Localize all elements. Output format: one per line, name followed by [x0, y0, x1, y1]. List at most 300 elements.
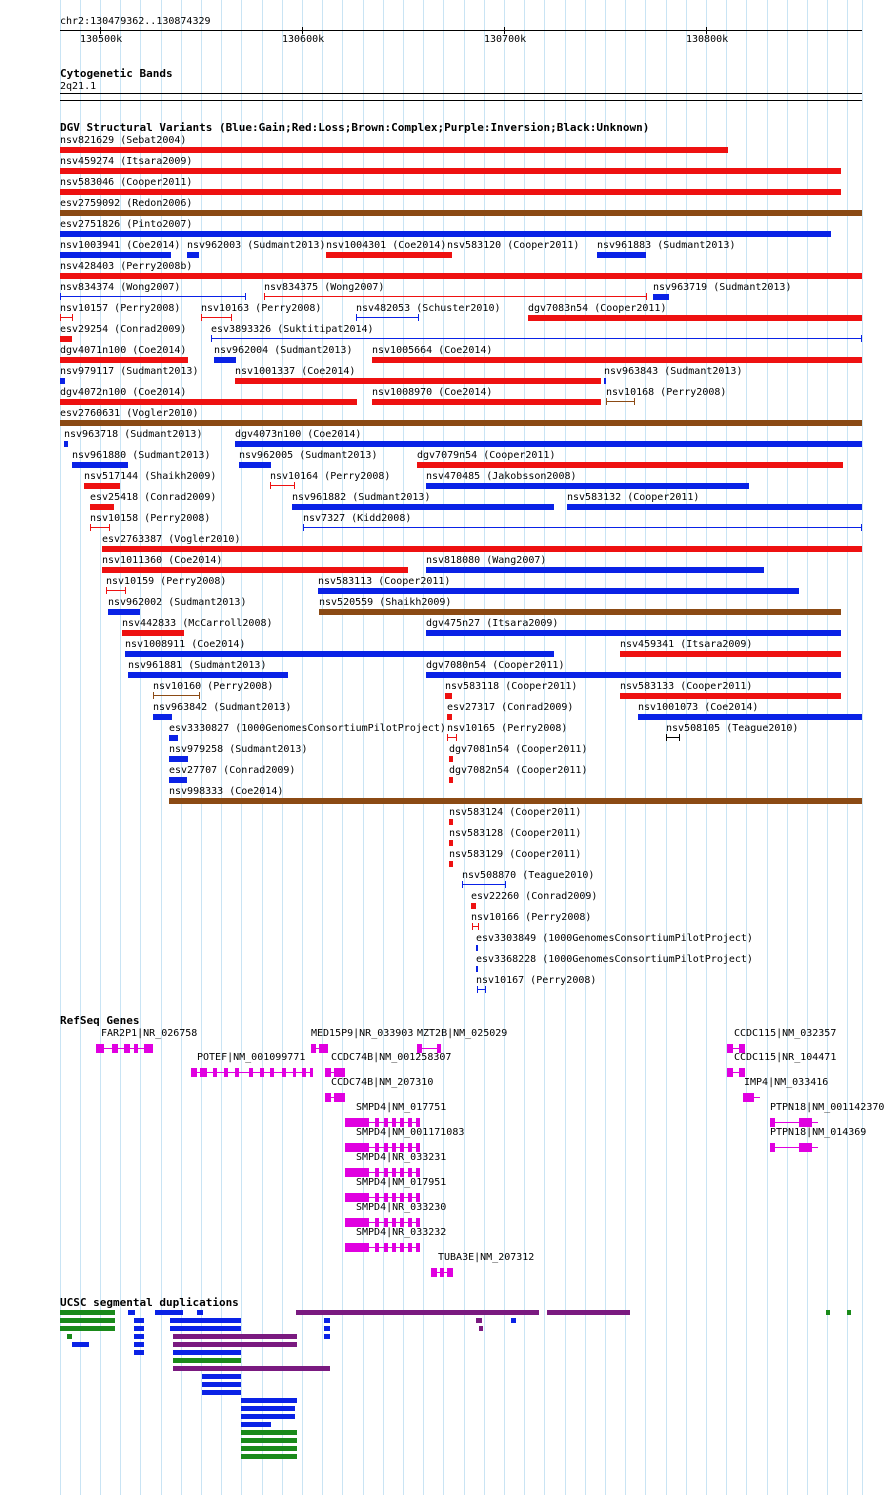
dgv-variant-bar[interactable] [372, 357, 862, 363]
dgv-variant-end [606, 398, 607, 405]
refseq-gene-exon[interactable] [124, 1044, 130, 1053]
dgv-variant-label[interactable]: nsv961882 (Sudmant2013) [292, 492, 431, 503]
dgv-variant-label[interactable]: nsv963843 (Sudmant2013) [604, 366, 743, 377]
dgv-variant-label[interactable]: nsv459274 (Itsara2009) [60, 156, 193, 167]
dgv-variant-label[interactable]: nsv963718 (Sudmant2013) [64, 429, 203, 440]
refseq-gene-exon[interactable] [356, 1243, 369, 1252]
refseq-gene-exon[interactable] [392, 1118, 396, 1127]
dgv-variant-bar[interactable] [60, 336, 72, 342]
segdup-item[interactable] [134, 1318, 144, 1323]
segdup-item[interactable] [170, 1318, 241, 1323]
refseq-gene-exon[interactable] [112, 1044, 118, 1053]
dgv-variant-label[interactable]: dgv475n27 (Itsara2009) [426, 618, 559, 629]
refseq-gene-exon[interactable] [345, 1193, 356, 1202]
dgv-variant-label[interactable]: nsv1005664 (Coe2014) [372, 345, 493, 356]
segdup-item[interactable] [128, 1310, 135, 1315]
dgv-variant-label[interactable]: nsv10164 (Perry2008) [270, 471, 391, 482]
segdup-item[interactable] [67, 1334, 72, 1339]
dgv-variant-bar[interactable] [169, 756, 188, 762]
segdup-item[interactable] [134, 1334, 144, 1339]
refseq-gene-exon[interactable] [392, 1143, 396, 1152]
dgv-variant-label[interactable]: esv29254 (Conrad2009) [60, 324, 187, 335]
dgv-variant-label[interactable]: esv3330827 (1000GenomesConsortiumPilotProject) [169, 723, 446, 734]
dgv-variant-bar[interactable] [122, 630, 184, 636]
refseq-gene-exon[interactable] [302, 1068, 306, 1077]
refseq-gene-exon[interactable] [375, 1118, 379, 1127]
refseq-gene-exon[interactable] [319, 1044, 328, 1053]
refseq-gene-exon[interactable] [235, 1068, 239, 1077]
refseq-gene-exon[interactable] [134, 1044, 138, 1053]
dgv-variant-label[interactable]: nsv961881 (Sudmant2013) [128, 660, 267, 671]
dgv-variant-label[interactable]: esv27707 (Conrad2009) [169, 765, 296, 776]
refseq-track-title[interactable]: RefSeq Genes [60, 1014, 140, 1027]
dgv-variant-bar[interactable] [108, 609, 140, 615]
segdup-item[interactable] [202, 1382, 241, 1387]
refseq-gene-exon[interactable] [375, 1193, 379, 1202]
refseq-gene-exon[interactable] [191, 1068, 197, 1077]
dgv-variant-label[interactable]: nsv583124 (Cooper2011) [449, 807, 582, 818]
dgv-variant-label[interactable]: dgv7083n54 (Cooper2011) [528, 303, 667, 314]
dgv-variant-bar[interactable] [214, 357, 236, 363]
refseq-gene-label[interactable]: PTPN18|NM_014369 [770, 1127, 867, 1138]
dgv-variant-bar[interactable] [84, 483, 120, 489]
dgv-variant-bar[interactable] [153, 695, 200, 696]
refseq-gene-exon[interactable] [799, 1118, 812, 1127]
refseq-gene-label[interactable]: TUBA3E|NM_207312 [438, 1252, 535, 1263]
dgv-variant-bar[interactable] [666, 737, 680, 738]
refseq-gene-exon[interactable] [727, 1068, 733, 1077]
refseq-gene-label[interactable]: SMPD4|NR_033231 [356, 1152, 447, 1163]
segdup-item[interactable] [173, 1366, 330, 1371]
segdup-track-title[interactable]: UCSC segmental duplications [60, 1296, 239, 1309]
refseq-gene-exon[interactable] [408, 1193, 412, 1202]
dgv-variant-bar[interactable] [90, 527, 110, 528]
refseq-gene-exon[interactable] [356, 1143, 369, 1152]
segdup-item[interactable] [170, 1326, 241, 1331]
dgv-track-title[interactable]: DGV Structural Variants (Blue:Gain;Red:Loss;Brown:Complex;Purple:Inversion;Black:Unknown) [60, 121, 650, 134]
refseq-gene-exon[interactable] [770, 1143, 775, 1152]
refseq-gene-exon[interactable] [356, 1118, 369, 1127]
refseq-gene-exon[interactable] [345, 1168, 356, 1177]
dgv-variant-bar[interactable] [445, 693, 452, 699]
dgv-variant-label[interactable]: dgv7082n54 (Cooper2011) [449, 765, 588, 776]
dgv-variant-label[interactable]: esv2759092 (Redon2006) [60, 198, 193, 209]
dgv-variant-bar[interactable] [449, 861, 453, 867]
dgv-variant-label[interactable]: nsv10167 (Perry2008) [476, 975, 597, 986]
dgv-variant-label[interactable]: nsv10158 (Perry2008) [90, 513, 211, 524]
dgv-variant-label[interactable]: dgv7080n54 (Cooper2011) [426, 660, 565, 671]
dgv-variant-bar[interactable] [102, 567, 408, 573]
dgv-variant-bar[interactable] [64, 441, 68, 447]
refseq-gene-label[interactable]: SMPD4|NM_001171083 [356, 1127, 465, 1138]
dgv-variant-bar[interactable] [620, 693, 841, 699]
refseq-gene-label[interactable]: SMPD4|NM_017751 [356, 1102, 447, 1113]
refseq-gene-exon[interactable] [375, 1143, 379, 1152]
dgv-variant-label[interactable]: nsv442833 (McCarroll2008) [122, 618, 273, 629]
dgv-variant-label[interactable]: nsv961880 (Sudmant2013) [72, 450, 211, 461]
dgv-variant-label[interactable]: nsv583046 (Cooper2011) [60, 177, 193, 188]
segdup-item[interactable] [847, 1310, 851, 1315]
dgv-variant-label[interactable]: nsv834375 (Wong2007) [264, 282, 385, 293]
dgv-variant-bar[interactable] [326, 252, 447, 258]
refseq-gene-exon[interactable] [375, 1243, 379, 1252]
refseq-gene-exon[interactable] [416, 1243, 420, 1252]
refseq-gene-exon[interactable] [356, 1218, 369, 1227]
dgv-variant-bar[interactable] [372, 399, 601, 405]
refseq-gene-exon[interactable] [739, 1068, 745, 1077]
refseq-gene-exon[interactable] [400, 1143, 404, 1152]
dgv-variant-label[interactable]: nsv979117 (Sudmant2013) [60, 366, 199, 377]
refseq-gene-exon[interactable] [408, 1218, 412, 1227]
dgv-variant-bar[interactable] [292, 504, 554, 510]
segdup-item[interactable] [134, 1326, 144, 1331]
refseq-gene-exon[interactable] [447, 1268, 453, 1277]
refseq-gene-label[interactable]: CCDC74B|NM_001258307 [331, 1052, 452, 1063]
dgv-variant-bar[interactable] [604, 378, 606, 384]
refseq-gene-label[interactable]: CCDC115|NR_104471 [734, 1052, 837, 1063]
dgv-variant-bar[interactable] [476, 966, 478, 972]
refseq-gene-exon[interactable] [400, 1218, 404, 1227]
dgv-variant-bar[interactable] [417, 462, 843, 468]
dgv-variant-bar[interactable] [239, 462, 271, 468]
dgv-variant-label[interactable]: nsv1003941 (Coe2014) [60, 240, 181, 251]
refseq-gene-exon[interactable] [743, 1093, 754, 1102]
segdup-item[interactable] [511, 1318, 516, 1323]
dgv-variant-label[interactable]: esv2760631 (Vogler2010) [60, 408, 199, 419]
refseq-gene-exon[interactable] [408, 1118, 412, 1127]
dgv-variant-bar[interactable] [201, 317, 232, 318]
segdup-item[interactable] [134, 1350, 144, 1355]
dgv-variant-bar[interactable] [426, 630, 841, 636]
dgv-variant-label[interactable]: esv25418 (Conrad2009) [90, 492, 217, 503]
dgv-variant-bar[interactable] [318, 588, 799, 594]
refseq-gene-exon[interactable] [392, 1193, 396, 1202]
refseq-gene-exon[interactable] [310, 1068, 313, 1077]
dgv-variant-bar[interactable] [235, 441, 862, 447]
dgv-variant-bar[interactable] [567, 504, 862, 510]
segdup-item[interactable] [173, 1358, 241, 1363]
refseq-gene-exon[interactable] [440, 1268, 444, 1277]
dgv-variant-bar[interactable] [447, 252, 452, 258]
dgv-variant-label[interactable]: nsv10163 (Perry2008) [201, 303, 322, 314]
segdup-item[interactable] [202, 1390, 241, 1395]
refseq-gene-exon[interactable] [384, 1193, 388, 1202]
dgv-variant-label[interactable]: esv2751826 (Pinto2007) [60, 219, 193, 230]
segdup-item[interactable] [826, 1310, 830, 1315]
segdup-item[interactable] [173, 1350, 241, 1355]
dgv-variant-label[interactable]: nsv470485 (Jakobsson2008) [426, 471, 577, 482]
refseq-gene-exon[interactable] [293, 1068, 296, 1077]
dgv-variant-label[interactable]: nsv1001073 (Coe2014) [638, 702, 759, 713]
dgv-variant-label[interactable]: dgv7079n54 (Cooper2011) [417, 450, 556, 461]
dgv-variant-bar[interactable] [60, 252, 171, 258]
refseq-gene-exon[interactable] [375, 1168, 379, 1177]
segdup-item[interactable] [241, 1398, 297, 1403]
refseq-gene-exon[interactable] [400, 1193, 404, 1202]
refseq-gene-exon[interactable] [200, 1068, 207, 1077]
dgv-variant-label[interactable]: nsv10168 (Perry2008) [606, 387, 727, 398]
dgv-variant-bar[interactable] [128, 672, 288, 678]
refseq-gene-exon[interactable] [356, 1168, 369, 1177]
refseq-gene-exon[interactable] [392, 1168, 396, 1177]
segdup-item[interactable] [241, 1414, 295, 1419]
refseq-gene-exon[interactable] [400, 1243, 404, 1252]
dgv-variant-label[interactable]: nsv1008970 (Coe2014) [372, 387, 493, 398]
refseq-gene-exon[interactable] [384, 1168, 388, 1177]
refseq-gene-exon[interactable] [260, 1068, 264, 1077]
refseq-gene-exon[interactable] [325, 1068, 331, 1077]
dgv-variant-bar[interactable] [60, 273, 862, 279]
refseq-gene-exon[interactable] [224, 1068, 228, 1077]
dgv-variant-bar[interactable] [449, 840, 453, 846]
dgv-variant-bar[interactable] [638, 714, 862, 720]
segdup-item[interactable] [173, 1334, 297, 1339]
dgv-variant-bar[interactable] [620, 651, 841, 657]
refseq-gene-exon[interactable] [270, 1068, 274, 1077]
dgv-variant-label[interactable]: esv3368228 (1000GenomesConsortiumPilotProject) [476, 954, 753, 965]
dgv-variant-label[interactable]: esv3893326 (Suktitipat2014) [211, 324, 374, 335]
refseq-gene-exon[interactable] [400, 1168, 404, 1177]
dgv-variant-bar[interactable] [60, 296, 246, 297]
refseq-gene-exon[interactable] [345, 1243, 356, 1252]
dgv-variant-label[interactable]: nsv10165 (Perry2008) [447, 723, 568, 734]
segdup-item[interactable] [134, 1342, 144, 1347]
dgv-variant-label[interactable]: nsv818080 (Wang2007) [426, 555, 547, 566]
dgv-variant-bar[interactable] [60, 231, 831, 237]
dgv-variant-bar[interactable] [60, 147, 728, 153]
dgv-variant-bar[interactable] [187, 252, 199, 258]
dgv-variant-bar[interactable] [102, 546, 862, 552]
dgv-variant-label[interactable]: esv3303849 (1000GenomesConsortiumPilotProject) [476, 933, 753, 944]
segdup-item[interactable] [324, 1318, 330, 1323]
refseq-gene-exon[interactable] [96, 1044, 104, 1053]
segdup-item[interactable] [476, 1318, 482, 1323]
dgv-variant-label[interactable]: nsv962002 (Sudmant2013) [108, 597, 247, 608]
dgv-variant-bar[interactable] [60, 210, 862, 216]
refseq-gene-exon[interactable] [400, 1118, 404, 1127]
dgv-variant-label[interactable]: nsv821629 (Sebat2004) [60, 135, 187, 146]
dgv-variant-bar[interactable] [447, 714, 452, 720]
dgv-variant-bar[interactable] [471, 903, 476, 909]
refseq-gene-label[interactable]: SMPD4|NR_033230 [356, 1202, 447, 1213]
dgv-variant-label[interactable]: nsv963719 (Sudmant2013) [653, 282, 792, 293]
segdup-item[interactable] [173, 1342, 297, 1347]
dgv-variant-label[interactable]: nsv1011360 (Coe2014) [102, 555, 223, 566]
dgv-variant-label[interactable]: nsv583120 (Cooper2011) [447, 240, 580, 251]
refseq-gene-exon[interactable] [384, 1118, 388, 1127]
dgv-variant-label[interactable]: nsv10166 (Perry2008) [471, 912, 592, 923]
refseq-gene-exon[interactable] [334, 1068, 345, 1077]
refseq-gene-exon[interactable] [408, 1143, 412, 1152]
dgv-variant-label[interactable]: esv2763387 (Vogler2010) [102, 534, 241, 545]
refseq-gene-exon[interactable] [384, 1218, 388, 1227]
refseq-gene-exon[interactable] [416, 1118, 420, 1127]
dgv-variant-label[interactable]: nsv962004 (Sudmant2013) [214, 345, 353, 356]
dgv-variant-label[interactable]: nsv7327 (Kidd2008) [303, 513, 412, 524]
dgv-variant-label[interactable]: nsv1001337 (Coe2014) [235, 366, 356, 377]
refseq-gene-exon[interactable] [392, 1243, 396, 1252]
dgv-variant-label[interactable]: dgv4072n100 (Coe2014) [60, 387, 187, 398]
segdup-item[interactable] [479, 1326, 483, 1331]
dgv-variant-bar[interactable] [169, 798, 862, 804]
dgv-variant-bar[interactable] [356, 317, 419, 318]
refseq-gene-exon[interactable] [213, 1068, 217, 1077]
dgv-variant-label[interactable]: nsv961883 (Sudmant2013) [597, 240, 736, 251]
dgv-variant-bar[interactable] [60, 357, 188, 363]
segdup-item[interactable] [60, 1318, 115, 1323]
segdup-item[interactable] [241, 1406, 295, 1411]
segdup-item[interactable] [155, 1310, 183, 1315]
refseq-gene-exon[interactable] [334, 1093, 345, 1102]
dgv-variant-bar[interactable] [264, 296, 647, 297]
dgv-variant-label[interactable]: nsv459341 (Itsara2009) [620, 639, 753, 650]
dgv-variant-label[interactable]: nsv834374 (Wong2007) [60, 282, 181, 293]
segdup-item[interactable] [72, 1342, 89, 1347]
refseq-gene-exon[interactable] [345, 1143, 356, 1152]
refseq-gene-label[interactable]: POTEF|NM_001099771 [197, 1052, 306, 1063]
dgv-variant-label[interactable]: nsv962005 (Sudmant2013) [239, 450, 378, 461]
segdup-item[interactable] [241, 1446, 297, 1451]
refseq-gene-exon[interactable] [282, 1068, 286, 1077]
dgv-variant-bar[interactable] [270, 485, 295, 486]
refseq-gene-exon[interactable] [345, 1118, 356, 1127]
dgv-variant-bar[interactable] [60, 399, 357, 405]
dgv-variant-label[interactable]: nsv583113 (Cooper2011) [318, 576, 451, 587]
refseq-gene-label[interactable]: SMPD4|NM_017951 [356, 1177, 447, 1188]
dgv-variant-label[interactable]: nsv583128 (Cooper2011) [449, 828, 582, 839]
refseq-gene-exon[interactable] [416, 1143, 420, 1152]
dgv-variant-bar[interactable] [426, 672, 841, 678]
refseq-gene-label[interactable]: MED15P9|NR_033903 [311, 1028, 414, 1039]
segdup-item[interactable] [324, 1334, 330, 1339]
refseq-gene-exon[interactable] [770, 1118, 775, 1127]
refseq-gene-label[interactable]: IMP4|NM_033416 [744, 1077, 829, 1088]
dgv-variant-label[interactable]: nsv520559 (Shaikh2009) [319, 597, 452, 608]
dgv-variant-label[interactable]: esv27317 (Conrad2009) [447, 702, 574, 713]
segdup-item[interactable] [60, 1310, 115, 1315]
dgv-variant-label[interactable]: nsv517144 (Shaikh2009) [84, 471, 217, 482]
refseq-gene-label[interactable]: FAR2P1|NR_026758 [101, 1028, 198, 1039]
dgv-variant-bar[interactable] [449, 777, 453, 783]
dgv-variant-label[interactable]: nsv508105 (Teague2010) [666, 723, 799, 734]
segdup-item[interactable] [202, 1374, 241, 1379]
dgv-variant-label[interactable]: nsv1004301 (Coe2014) [326, 240, 447, 251]
dgv-variant-bar[interactable] [60, 168, 841, 174]
dgv-variant-bar[interactable] [60, 189, 841, 195]
dgv-variant-bar[interactable] [597, 252, 646, 258]
refseq-gene-exon[interactable] [408, 1168, 412, 1177]
dgv-variant-bar[interactable] [235, 378, 601, 384]
dgv-variant-label[interactable]: nsv10159 (Perry2008) [106, 576, 227, 587]
segdup-item[interactable] [241, 1422, 271, 1427]
refseq-gene-exon[interactable] [408, 1243, 412, 1252]
refseq-gene-exon[interactable] [727, 1044, 733, 1053]
segdup-item[interactable] [324, 1326, 330, 1331]
dgv-variant-label[interactable]: nsv583132 (Cooper2011) [567, 492, 700, 503]
dgv-variant-label[interactable]: nsv1008911 (Coe2014) [125, 639, 246, 650]
refseq-gene-exon[interactable] [345, 1218, 356, 1227]
refseq-gene-exon[interactable] [356, 1193, 369, 1202]
refseq-gene-label[interactable]: SMPD4|NR_033232 [356, 1227, 447, 1238]
refseq-gene-exon[interactable] [384, 1143, 388, 1152]
dgv-variant-bar[interactable] [653, 294, 669, 300]
dgv-variant-bar[interactable] [449, 756, 453, 762]
dgv-variant-bar[interactable] [319, 609, 841, 615]
segdup-item[interactable] [547, 1310, 630, 1315]
refseq-gene-exon[interactable] [416, 1193, 420, 1202]
dgv-variant-label[interactable]: dgv4071n100 (Coe2014) [60, 345, 187, 356]
dgv-variant-bar[interactable] [72, 462, 128, 468]
refseq-gene-exon[interactable] [392, 1218, 396, 1227]
refseq-gene-exon[interactable] [431, 1268, 437, 1277]
dgv-variant-label[interactable]: nsv583118 (Cooper2011) [445, 681, 578, 692]
dgv-variant-bar[interactable] [60, 378, 65, 384]
dgv-variant-bar[interactable] [106, 590, 126, 591]
dgv-variant-bar[interactable] [125, 651, 554, 657]
refseq-gene-exon[interactable] [416, 1168, 420, 1177]
dgv-variant-label[interactable]: nsv583129 (Cooper2011) [449, 849, 582, 860]
refseq-gene-label[interactable]: PTPN18|NM_001142370 [770, 1102, 885, 1113]
dgv-variant-label[interactable]: esv22260 (Conrad2009) [471, 891, 598, 902]
dgv-variant-label[interactable]: nsv428403 (Perry2008b) [60, 261, 193, 272]
dgv-variant-bar[interactable] [60, 420, 862, 426]
refseq-gene-label[interactable]: MZT2B|NM_025029 [417, 1028, 508, 1039]
refseq-gene-exon[interactable] [311, 1044, 316, 1053]
dgv-variant-bar[interactable] [169, 777, 187, 783]
dgv-variant-label[interactable]: nsv962003 (Sudmant2013) [187, 240, 326, 251]
refseq-gene-label[interactable]: CCDC115|NM_032357 [734, 1028, 837, 1039]
refseq-gene-exon[interactable] [144, 1044, 153, 1053]
dgv-variant-label[interactable]: nsv508870 (Teague2010) [462, 870, 595, 881]
refseq-gene-exon[interactable] [416, 1218, 420, 1227]
dgv-variant-bar[interactable] [211, 338, 862, 339]
segdup-item[interactable] [197, 1310, 203, 1315]
refseq-gene-label[interactable]: CCDC74B|NM_207310 [331, 1077, 434, 1088]
refseq-gene-exon[interactable] [384, 1243, 388, 1252]
dgv-variant-bar[interactable] [303, 527, 862, 528]
dgv-variant-label[interactable]: nsv979258 (Sudmant2013) [169, 744, 308, 755]
dgv-variant-label[interactable]: nsv583133 (Cooper2011) [620, 681, 753, 692]
dgv-variant-bar[interactable] [606, 401, 635, 402]
dgv-variant-bar[interactable] [528, 315, 862, 321]
dgv-variant-bar[interactable] [153, 714, 172, 720]
dgv-variant-label[interactable]: nsv998333 (Coe2014) [169, 786, 284, 797]
dgv-variant-bar[interactable] [476, 945, 478, 951]
segdup-item[interactable] [60, 1326, 115, 1331]
segdup-item[interactable] [241, 1430, 297, 1435]
dgv-variant-label[interactable]: nsv482053 (Schuster2010) [356, 303, 501, 314]
dgv-variant-label[interactable]: nsv963842 (Sudmant2013) [153, 702, 292, 713]
dgv-variant-bar[interactable] [462, 884, 506, 885]
refseq-gene-exon[interactable] [799, 1143, 812, 1152]
segdup-item[interactable] [241, 1438, 297, 1443]
segdup-item[interactable] [296, 1310, 539, 1315]
dgv-variant-bar[interactable] [449, 819, 453, 825]
refseq-gene-exon[interactable] [325, 1093, 331, 1102]
refseq-gene-exon[interactable] [375, 1218, 379, 1227]
dgv-variant-label[interactable]: dgv4073n100 (Coe2014) [235, 429, 362, 440]
segdup-item[interactable] [241, 1454, 297, 1459]
dgv-variant-label[interactable]: nsv10160 (Perry2008) [153, 681, 274, 692]
cytoband-track-title[interactable]: Cytogenetic Bands [60, 67, 173, 80]
dgv-variant-label[interactable]: dgv7081n54 (Cooper2011) [449, 744, 588, 755]
dgv-variant-bar[interactable] [426, 483, 749, 489]
refseq-gene-exon[interactable] [249, 1068, 253, 1077]
dgv-variant-bar[interactable] [90, 504, 114, 510]
dgv-variant-bar[interactable] [426, 567, 764, 573]
dgv-variant-label[interactable]: nsv10157 (Perry2008) [60, 303, 181, 314]
dgv-variant-bar[interactable] [169, 735, 178, 741]
